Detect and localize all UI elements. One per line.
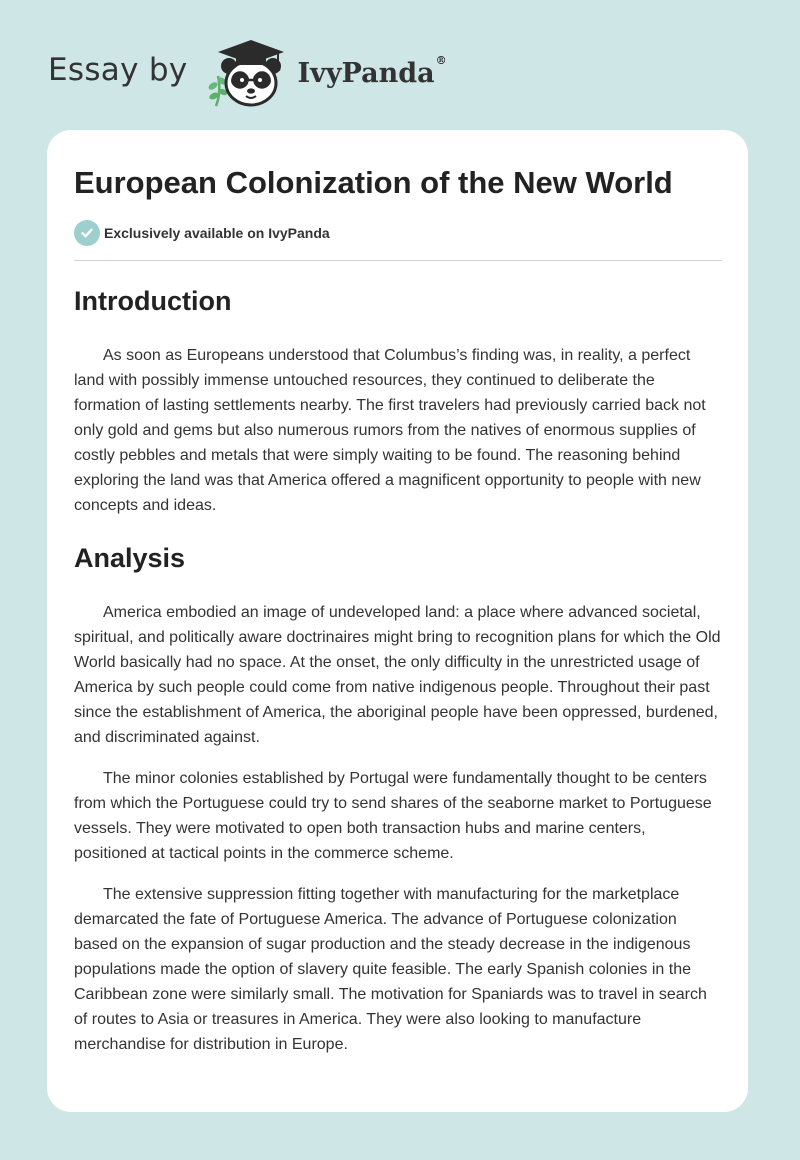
- brand-name: [297, 53, 447, 89]
- paragraph: The extensive suppression fitting together with manufacturing for the marketplace demarcated the fate of Portuguese America. The advance of Portuguese colonization based on the expansion of sugar production and the steady decrease in the indigenous populations made the option of slavery quite feasible. The early Spanish colonies in the Caribbean zone were similarly small. The motivation for Spaniards was to travel in search of routes to Asia or treasures in America. They were also looking to manufacture merchandise for distribution in Europe.: [74, 886, 707, 1053]
- section-analysis: [74, 538, 722, 1057]
- registered-mark: ®: [435, 53, 447, 67]
- exclusive-badge-label: Exclusively available on IvyPanda: [104, 225, 330, 241]
- section-heading-introduction: Introduction: [74, 286, 232, 316]
- essay-by-label: Essay by: [48, 52, 188, 88]
- title-divider: [74, 260, 722, 261]
- exclusive-badge: [74, 219, 722, 247]
- section-heading-analysis: Analysis: [74, 543, 186, 573]
- panda-logo-icon: [206, 36, 294, 108]
- paragraph: America embodied an image of undeveloped land: a place where advanced societal, spiritual, and politically aware doctrinaires might bring to recognition plans for which the Old World basically had no space. At the onset, the only difficulty in the unrestricted usage of America by such people could come from native indigenous people. Throughout their past since the establishment of America, the aboriginal people have been oppressed, burdened, and discriminated against.: [74, 604, 721, 746]
- paragraph: The minor colonies established by Portugal were fundamentally thought to be centers from which the Portuguese could try to send shares of the seaborne market to Portuguese vessels. They were motivated to open both transaction hubs and marine centers, positioned at tactical points in the commerce scheme.: [74, 770, 712, 862]
- essay-card: [47, 130, 748, 1112]
- check-circle-icon: [74, 220, 100, 246]
- section-introduction: [74, 281, 722, 518]
- brand-name-text: IvyPanda: [297, 57, 435, 89]
- paragraph: As soon as Europeans understood that Columbus’s finding was, in reality, a perfect land with possibly immense untouched resources, they continued to deliberate the formation of lasting settlements nearby. The first travelers had previously carried back not only gold and gems but also numerous rumors from the natives of enormous supplies of costly pebbles and metals that were simply waiting to be found. The reasoning behind exploring the land was that America offered a magnificent opportunity to people with new concepts and ideas.: [74, 347, 706, 514]
- brand-header: [48, 36, 447, 108]
- essay-title: European Colonization of the New World: [74, 165, 673, 200]
